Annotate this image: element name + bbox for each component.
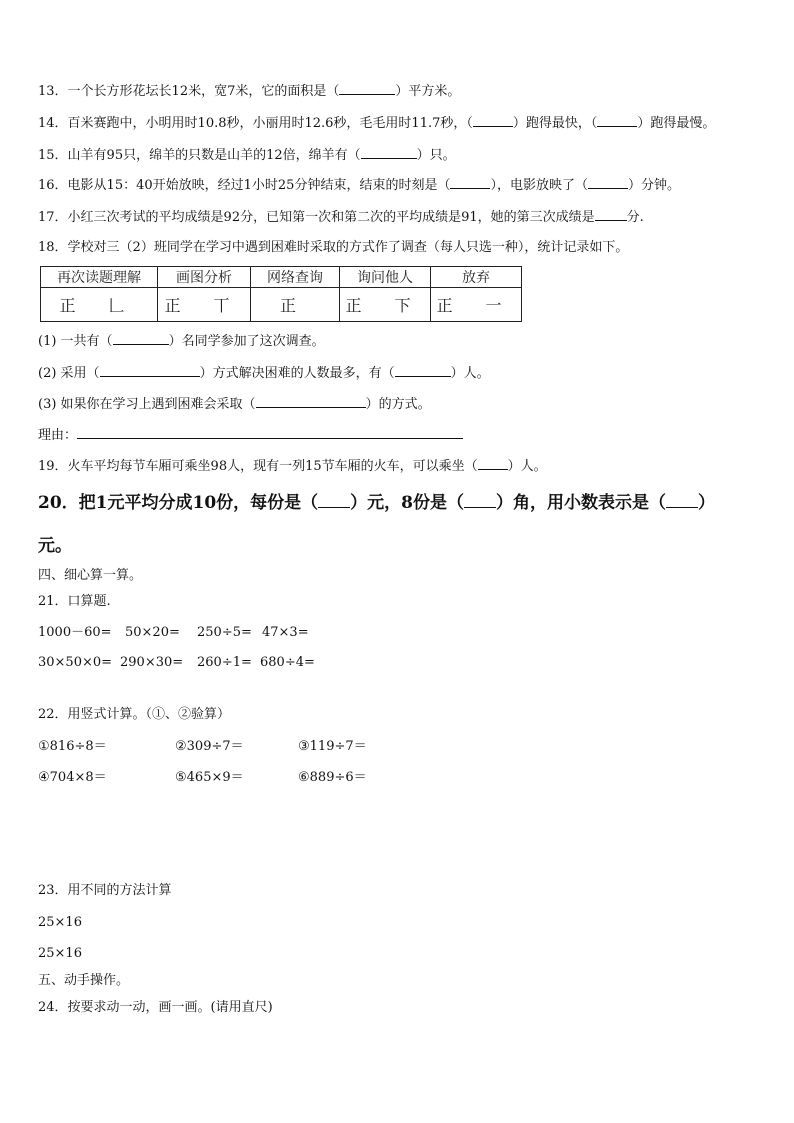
mental-math-item: 290×30= (120, 655, 184, 670)
mental-math-item: 30×50×0= (38, 655, 113, 670)
question-18: 18．学校对三（2）班同学在学习中遇到困难时采取的方式作了调查（每人只选一种），统计记录如下。 (38, 240, 629, 255)
tally-cell: 正 𠃊 (41, 288, 158, 322)
tally-cell: 正 下 (340, 288, 431, 322)
vertical-calc-item: ④704×8＝ (38, 770, 107, 785)
question-18-part-1: (1) 一共有（ ）名同学参加了这次调查。 (38, 334, 325, 349)
survey-header-cell: 网络查询 (251, 267, 340, 288)
question-18-part-3: (3) 如果你在学习上遇到困难会采取（ ）的方式。 (38, 397, 431, 412)
survey-header-cell: 询问他人 (340, 267, 431, 288)
reason-blank[interactable] (77, 426, 463, 439)
answer-blank[interactable] (256, 395, 366, 408)
question-21: 21．口算题. (38, 594, 111, 609)
vertical-calc-item: ⑤465×9＝ (175, 770, 244, 785)
answer-blank[interactable] (450, 176, 490, 189)
section-5-heading: 五、动手操作。 (38, 973, 130, 988)
question-15: 15．山羊有95只，绵羊的只数是山羊的12倍，绵羊有（ ）只。 (38, 148, 456, 163)
survey-header-cell: 再次读题理解 (41, 267, 158, 288)
answer-blank[interactable] (597, 114, 637, 127)
vertical-calc-item: ①816÷8＝ (38, 739, 107, 754)
question-23: 23．用不同的方法计算 (38, 883, 172, 898)
mental-math-item: 47×3= (262, 625, 309, 640)
vertical-calc-item: ②309÷7＝ (175, 739, 244, 754)
survey-tally-row (41, 288, 522, 322)
mental-math-item: 250÷5= (197, 625, 252, 640)
survey-table (40, 266, 522, 322)
answer-blank[interactable] (339, 82, 395, 95)
answer-blank[interactable] (473, 114, 513, 127)
question-24: 24．按要求动一动，画一画。(请用直尺) (38, 1000, 273, 1015)
answer-blank[interactable] (113, 332, 169, 345)
question-17: 17．小红三次考试的平均成绩是92分，已知第一次和第二次的平均成绩是91，她的第三次成绩是 分. (38, 210, 644, 225)
answer-blank[interactable] (666, 492, 698, 508)
answer-blank[interactable] (361, 146, 417, 159)
answer-blank[interactable] (595, 208, 627, 221)
mental-math-item: 50×20= (125, 625, 180, 640)
answer-blank[interactable] (318, 492, 350, 508)
mental-math-item: 1000－60= (38, 625, 112, 640)
vertical-calc-item: ③119÷7＝ (298, 739, 367, 754)
answer-blank[interactable] (588, 176, 628, 189)
question-19: 19．火车平均每节车厢可乘坐98人，现有一列15节车厢的火车，可以乘坐（ ）人。 (38, 459, 547, 474)
calc-line: 25×16 (38, 915, 82, 930)
answer-blank[interactable] (464, 492, 496, 508)
answer-blank[interactable] (100, 364, 200, 377)
question-20: 20．把1元平均分成10份，每份是（ ）元，8份是（ ）角，用小数表示是（ ） (38, 493, 715, 513)
question-20-continued: 元。 (38, 536, 72, 556)
mental-math-item: 260÷1= (197, 655, 252, 670)
question-18-part-2: (2) 采用（ ）方式解决困难的人数最多，有（ ）人。 (38, 366, 490, 381)
question-16: 16．电影从15：40开始放映，经过1小时25分钟结束，结束的时刻是（ ），电影放映了（ ）分钟。 (38, 178, 680, 193)
question-22: 22．用竖式计算。（①、②验算） (38, 707, 231, 722)
answer-blank[interactable] (478, 457, 508, 470)
mental-math-item: 680÷4= (260, 655, 315, 670)
answer-blank[interactable] (395, 364, 451, 377)
survey-header-row (41, 267, 522, 288)
reason-line: 理由： (38, 426, 463, 445)
survey-header-cell: 画图分析 (158, 267, 251, 288)
tally-cell: 正 丅 (158, 288, 251, 322)
question-14: 14．百米赛跑中，小明用时10.8秒，小丽用时12.6秒，毛毛用时11.7秒，（ ）跑得最快，（ ）跑得最慢。 (38, 116, 716, 131)
survey-header-cell: 放弃 (431, 267, 522, 288)
question-13: 13．一个长方形花坛长12米，宽7米，它的面积是（ ）平方米。 (38, 84, 461, 99)
section-4-heading: 四、细心算一算。 (38, 568, 143, 583)
tally-cell: 正 一 (431, 288, 522, 322)
tally-cell: 正 (251, 288, 340, 322)
calc-line: 25×16 (38, 946, 82, 961)
vertical-calc-item: ⑥889÷6＝ (298, 770, 367, 785)
